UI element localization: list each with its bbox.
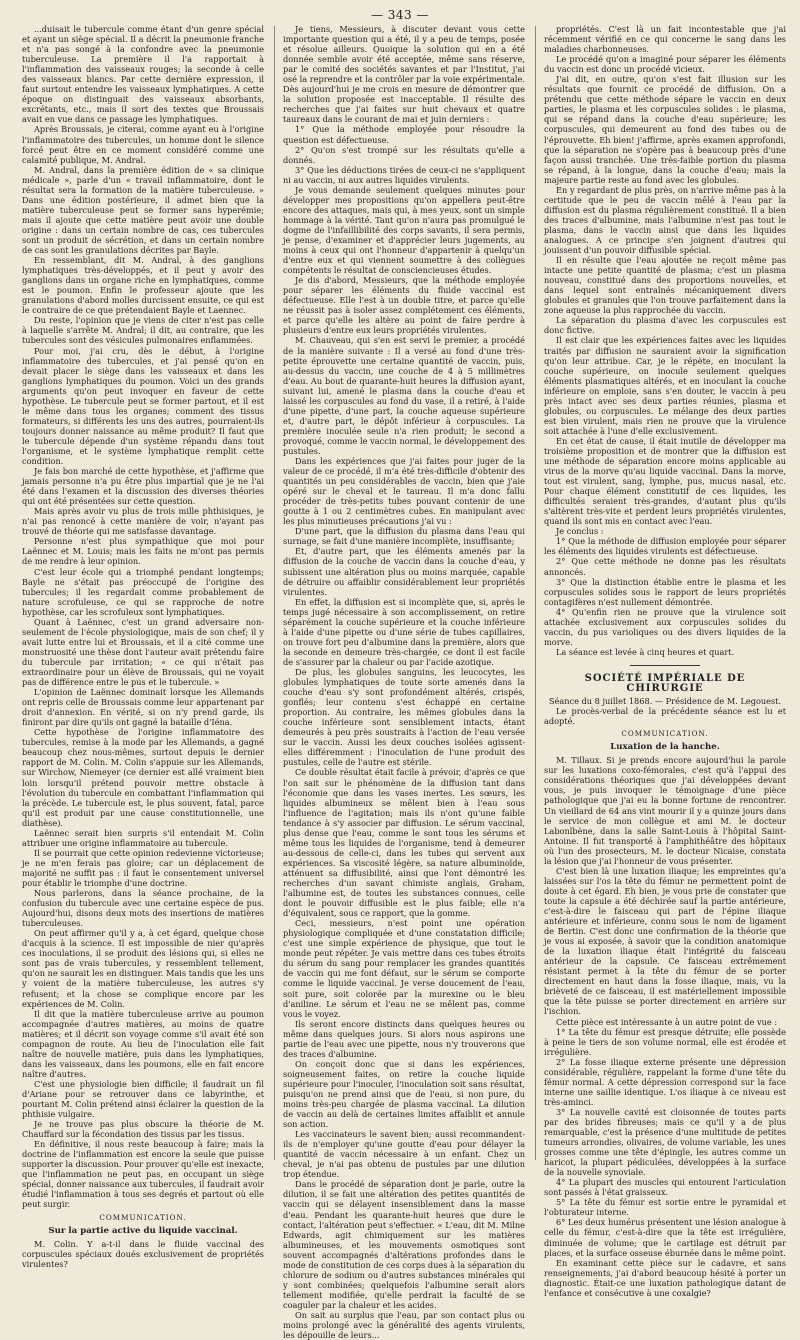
paragraph: Je conclus : — [556, 526, 604, 537]
paragraph: 2° Qu'on s'est trompé sur les résultats qu'elle a donnés. — [283, 144, 525, 165]
page-number: — 343 — — [370, 8, 430, 22]
paragraph: De plus, les globules sanguins, les leucocytes, les globules lymphatiques de toute sorte amenés dans la couche d'eau s'y sont profondément altérés, crispés, gonflés; leur contenu s'est échappé en certaine proportion. Au contraire, les mêmes globules dans la couche inférieure sont sensiblement intacts, étant demeurés à peu près soustraits à l'action de l'eau versée sur le vaccin. Aussi les deux couches isolées agissent-elles différemment : l'inoculation de l'une produit des pustules, celle de l'autre est stérile. — [283, 667, 525, 768]
paragraph: C'est bien là une luxation iliaque; les empreintes qu'a laissées sur l'os la tête du fémur ne permettent point de doute à cet égard. Eh bien, je vous prie de constater que toute la capsule a été déchirée sauf la partie antérieure, c'est-à-dire le faisceau qui part de l'épine iliaque antérieure et inférieure, connu sous le nom de ligament de Bertin. C'est donc une confirmation de la théorie que je vous ai exposée, à savoir que la condition anatomique de la luxation iliaque était l'intégrité du faisceau antérieur de la capsule. Ce faisceau extrêmement résistant permet à la tête du fémur de se porter directement en haut dans la fosse iliaque, mais, vu la brièveté de ce faisceau, il est matériellement impossible que la tête puisse se porter directement en arrière sur l'ischion. — [544, 865, 786, 1017]
paragraph: L'opinion de Laënnec dominait lorsque les Allemands ont repris celle de Broussais comme leur appartenant par droit d'annexion. En vérité, si on n'y prend garde, ils finiront par dire qu'ils ont gagné la bataille d'Iéna. — [22, 687, 264, 728]
paragraph: Mais après avoir vu plus de trois mille phthisiques, je n'ai pas renoncé à cette manière de voir, n'ayant pas trouvé de théorie qui me satisfasse davantage. — [22, 506, 264, 537]
section-separator — [630, 665, 700, 666]
column-3-body-2 — [544, 755, 786, 1298]
paragraph: Il est clair que les expériences faites avec les liquides traités par diffusion ne sauraient avoir la signification qu'on leur attribue. Car, je le répète, en inoculant la couche supérieure, on inocule seulement quelques éléments plasmatiques altérés, et en inoculant la couche inférieure on emploie, sans s'en douter, le vaccin à peu près intact avec ses deux parties réunies, plasma et globules, ou corpuscules. Le mélange des deux parties est bien virulent, mais rien ne prouve que la virulence soit attachée à l'une d'elle exclusivement. — [544, 335, 786, 436]
paragraph: 3° Que les déductions tirées de ceux-ci ne s'appliquent ni au vaccin, ni aux autres liquides virulents. — [283, 164, 525, 185]
paragraph: En cet état de cause, il était inutile de développer ma troisième proposition et de montrer que la diffusion est une méthode de séparation encore moins applicable au virus de la morve qu'au liquide vaccinal. Dans la morve, tout est virulent, sang, lymphe, pus, mucus nasal, etc. Pour chaque élément constitutif de ces liquides, les difficultés seraient très-grandes, d'autant plus qu'ils s'altèrent très-vite et perdent leurs propriétés virulentes, quand ils sont mis en contact avec l'eau. — [544, 435, 786, 527]
paragraph: M. Colin. Y a-t-il dans le fluide vaccinal des corpuscules spéciaux doués exclusivement de propriétés virulentes? — [22, 1238, 264, 1269]
paragraph: Nous parlerons, dans la séance prochaine, de la confusion du tubercule avec une certaine espèce de pus. Aujourd'hui, disons deux mots des insertions de matières tuberculeuses. — [22, 888, 264, 929]
communication-label: COMMUNICATION. — [621, 729, 709, 739]
section-title-hip: Luxation de la hanche. — [610, 742, 720, 753]
paragraph: 1° Que la méthode de diffusion employée pour séparer les éléments des liquides virulents est défectueuse. — [544, 536, 786, 557]
column-2 — [283, 24, 525, 1340]
paragraph: 4° La plupart des muscles qui entourent l'articulation sont passés à l'état graisseux. — [544, 1177, 786, 1198]
paragraph: D'une part, que la diffusion du plasma dans l'eau qui surnage, se fait d'une manière incomplète, insuffisante; — [283, 526, 525, 547]
minutes-line: Le procès-verbal de la précédente séance est lu et adopté. — [544, 706, 786, 727]
paragraph: En y regardant de plus près, on n'arrive même pas à la certitude que le peu de vaccin mêlé à l'eau par la diffusion est du plasma régulièrement constitué. Il a bien des traces d'albumine, mais l'albumine n'est pas tout le plasma, dans le vaccin ainsi que dans les liquides analogues. A ce principe s'en joignent d'autres qui jouissent d'un pouvoir diffusible spécial. — [544, 184, 786, 256]
paragraph: 1° Que la méthode employée pour résoudre la question est défectueuse. — [283, 124, 525, 145]
paragraph: Il en résulte que l'eau ajoutée ne reçoit même pas intacte une petite quantité de plasma; c'est un plasma nouveau, constitué dans des proportions nouvelles, et dans lequel sont entraînés mécaniquement divers globules et granules que l'on trouve parfaitement dans la zone aqueuse la plus rapprochée du vaccin. — [544, 255, 786, 316]
paragraph: 5° La tête du fémur est sortie entre le pyramidal et l'obturateur interne. — [544, 1197, 786, 1218]
paragraph: Personne n'est plus sympathique que moi pour Laënnec et M. Louis; mais les faits ne m'ont pas permis de me rendre à leur opinion. — [22, 536, 264, 567]
paragraph: M. Andral, dans la première édition de « sa clinique médicale », parle d'un « travail inflammatoire, dont le résultat sera la formation de la matière tuberculeuse. » Dans une édition postérieure, il admet bien que la matière tuberculeuse peut se former sans hyperémie; mais il ajoute que cette matière peut avoir une double origine : dans un certain nombre de cas, ces tubercules sont un produit de sécrétion, et dans un certain nombre de cas sont les granulations décrites par Bayle. — [22, 164, 264, 256]
paragraph: ...duisait le tubercule comme étant d'un genre spécial et ayant un siège spécial. Il a décrit la pneumonie franche et n'a pas songé à la confondre avec la pneumonie tuberculeuse. La première il l'a rapportait à l'inflammation des vaisseaux rouges; la seconde à celle des vaisseaux blancs. Par cette dernière expression, il faut surtout entendre les vaisseaux lymphatiques. A cette époque on distinguait des vaisseaux absorbants, excrétants, etc., mais il sort des textes que Broussais avait en vue dans ce passage les lymphatiques. — [22, 24, 264, 125]
paragraph: La séparation du plasma d'avec les corpuscules est donc fictive. — [544, 315, 786, 336]
paragraph: En examinant cette pièce sur le cadavre, et sans renseignements, j'ai d'abord beaucoup hésité à porter un diagnostic. Était-ce une luxation pathologique datant de l'enfance et consécutive à une coxalgie? — [544, 1257, 786, 1298]
communication-label: COMMUNICATION. — [99, 1212, 187, 1222]
paragraph: Il se pourrait que cette opinion redevienne victorieuse; je ne m'en ferais pas gloire; car un déplacement de majorité ne suffit pas : il faut le consentement universel pour établir le triomphe d'une doctrine. — [22, 847, 264, 888]
paragraph: On peut affirmer qu'il y a, à cet égard, quelque chose d'acquis à la science. Il est impossible de nier qu'après ces inoculations, il se produit des lésions qui, si elles ne sont pas de vrais tubercules, y ressemblent tellement, qu'on ne saurait les en distinguer. Mais tandis que les uns y voient de la matière tuberculeuse, les autres s'y refusent; et la chose se complique encore par les expériences de M. Colin. — [22, 928, 264, 1009]
paragraph: Ce double résultat était facile à prévoir, d'après ce que l'on sait sur le phénomène de la diffusion tant dans l'économie que dans les vases inertes. Les sœurs, les liquides albumineux se mêlent bien à l'eau sous l'influence de l'agitation; mais ils n'ont qu'une faible tendance à s'y associer par diffusion. Le sérum vaccinal, plus dense que l'eau, comme le sont tous les sérums et même tous les liquides de l'organisme, tend à demeurer au-dessous de celle-ci, dans les tubes qui servent aux expériences. Sa viscosité légère, sa nature albuminoïde, atténuent sa diffusibilité, ainsi que l'ont démontré les recherches d'un savant chimiste anglais, Graham, l'albumine est, de toutes les substances connues, celle dont le pouvoir diffusible est le plus faible; elle n'a d'équivalent, sous ce rapport, que la gomme. — [283, 767, 525, 919]
column-1-body — [22, 24, 264, 1210]
paragraph: Dans les expériences que j'ai faites pour juger de la valeur de ce procédé, il m'a été très-difficile d'obtenir des quantités un peu considérables de vaccin, bien que j'aie opéré sur le cheval et le taureau. Il m'a donc fallu procéder de très-petits tubes pouvant contenir de une goutte à 1 ou 2 centimètres cubes. En manipulant avec les plus minutieuses précautions j'ai vu : — [283, 456, 525, 527]
column-3 — [544, 24, 786, 1298]
paragraph: Ceci, messieurs, n'est point une opération physiologique compliquée et d'une constatation difficile; c'est une simple expérience de physique, que tout le monde peut répéter. Je vais mettre dans ces tubes étroits du sérum du sang pour remplacer les grandes quantités de vaccin qui me font défaut, sur le sérum se comporte comme le liquide vaccinal. Je verse doucement de l'eau, soit pure, soit colorée par la murexine ou le bleu d'aniline. Le sérum et l'eau ne se mêlent pas, comme vous le voyez. — [283, 918, 525, 1019]
paragraph: Je vous demande seulement quelques minutes pour développer mes propositions qu'on appellera peut-être encore des attaques, mais qui, à mes yeux, sont un simple hommage à la vérité. Tant qu'on n'aura pas promulgué le dogme de l'infaillibilité des corps savants, il sera permis, je pense, d'examiner et d'apprécier leurs jugements, au moins à ceux qui ont l'honneur d'appartenir à quelqu'un d'entre eux et qui viennent soumettre à des collègues compétents le résultat de consciencieuses études. — [283, 184, 525, 276]
paragraph: Cette pièce est intéressante à un autre point de vue : — [556, 1016, 778, 1027]
paragraph: C'est leur école qui a triomphé pendant longtemps; Bayle ne s'était pas préoccupé de l'origine des tubercules; il les regardait comme probablement de nature scrofuleuse, ce qui se rapproche de notre hypothèse, car les scrofuleux sont lymphatiques. — [22, 566, 264, 617]
paragraph: En effet, la diffusion est si incomplète que, si, après le temps jugé nécessaire à son accomplissement, on retire séparément la couche supérieure et la couche inférieure à l'aide d'une pipette ou d'une série de tubes capillaires, on trouve fort peu d'albumine dans la première, alors que la seconde en demeure très-chargée, ce dont il est facile de s'assurer par la chaleur ou par l'acide azotique. — [283, 596, 525, 667]
paragraph: 2° Que cette méthode ne donne pas les résultats annoncés. — [544, 556, 786, 577]
paragraph: Laënnec serait bien surpris s'il entendait M. Colin attribuer une origine inflammatoire au tubercule. — [22, 827, 264, 848]
paragraph: 2° La fosse iliaque externe présente une dépression considérable, régulière, rappelant la forme d'une tête du fémur normal. A cette dépression correspond sur la face interne une saillie identique. L'os iliaque à ce niveau est très-aminci. — [544, 1056, 786, 1107]
paragraph: Ils seront encore distincts dans quelques heures ou même dans quelques jours. Si alors nous aspirons une partie de l'eau avec une pipette, nous n'y trouverons que des traces d'albumine. — [283, 1018, 525, 1059]
paragraph: 1° La tête du fémur est presque détruite; elle possède à peine le tiers de son volume normal, elle est érodée et irrégulière. — [544, 1026, 786, 1057]
paragraph: Le procédé qu'on a imaginé pour séparer les éléments du vaccin est donc un procédé vicieux. — [544, 54, 786, 75]
paragraph: Il dit que la matière tuberculeuse arrive au poumon accompagnée d'autres matières, au moins de quatre matières; et il décrit son voyage comme s'il avait été son compagnon de route. Au lieu de l'inoculation elle fait naître de nouvelle matière, puis dans les lymphatiques, dans les vaisseaux, dans les poumons, elle en fait encore naître d'autres. — [22, 1008, 264, 1079]
column-1 — [22, 24, 264, 1269]
section-title-vaccine: Sur la partie active du liquide vaccinal. — [48, 1225, 238, 1236]
paragraph: 3° Que la distinction établie entre le plasma et les corpuscules solides sous le rapport de leurs propriétés contagifères n'est nullement démontrée. — [544, 576, 786, 607]
column-rule — [535, 26, 536, 1160]
paragraph: J'ai dit, en outre, qu'on s'est fait illusion sur les résultats que fournit ce procédé de diffusion. On a prétendu que cette méthode sépare le vaccin en deux parties, le plasma et les corpuscules solides : le plasma, qui se répand dans la couche d'eau supérieure; les corpuscules, qui demeurent au fond des tubes ou de l'éprouvette. Eh bien! j'affirme, après examen approfondi, que la séparation ne s'opère pas à beaucoup près d'une façon aussi tranchée. Une très-faible portion du plasma se répand, à la longue, dans la couche d'eau; mais la majeure partie reste au fond avec les globules. — [544, 74, 786, 185]
paragraph: 6° Les deux humérus présentent une lésion analogue à celle du fémur, c'est-à-dire que la tête est irrégulière, diminuée de volume; que le cartilage est détruit par places, et la surface osseuse éburnée dans le même point. — [544, 1217, 786, 1258]
session-line: Séance du 8 juillet 1868. — Présidence de M. Legouest. — [548, 696, 782, 707]
column-2-body — [283, 24, 525, 1340]
paragraph: C'est une physiologie bien difficile; il faudrait un fil d'Ariane pour se retrouver dans ce labyrinthe, et pourtant M. Colin prétend ainsi éclairer la question de la phthisie vulgaire. — [22, 1078, 264, 1120]
society-title: SOCIÉTÉ IMPÉRIALE DE CHIRURGIE — [584, 672, 746, 694]
paragraph: Les vaccinateurs le savent bien; aussi recommandent-ils de n'employer qu'une goutte d'eau pour délayer la quantité de vaccin nécessaire à un enfant. Chez un cheval, je n'ai pas obtenu de pustules par une dilution trop étendue. — [283, 1129, 525, 1180]
paragraph: La séance est levée à cinq heures et quart. — [556, 646, 735, 657]
paragraph: Pour moi, j'ai cru, dès le début, à l'origine inflammatoire des tubercules, et j'ai pensé qu'on en devait placer le siège dans les vaisseaux et dans les ganglions lymphatiques du poumon. Voici un des grands arguments qu'on peut invoquer en faveur de cette hypothèse. Le tubercule peut se former partout, et il est le même dans tous les organes; comment des tissus formateurs, si différents les uns des autres, pourraient-ils toujours donner naissance au même produit? Il faut que le tubercule dépende d'un système répandu dans tout l'organisme, et le système lymphatique remplit cette condition. — [22, 345, 264, 467]
paragraph: En ressemblant, dit M. Andral, à des ganglions lymphatiques très-développés, et il peut y avoir des ganglions dans un organe riche en lymphatiques, comme est le poumon. Enfin le professeur ajoute que les granulations d'abord molles durcissent ensuite, ce qui est le contraire de ce que prétendaient Bayle et Laennec. — [22, 255, 264, 316]
paragraph: Après Broussais, je citerai, comme ayant eu à l'origine l'inflammatoire des tubercules, un homme dont le silence forcé peut être en ce moment considéré comme une calamité publique, M. Andral. — [22, 124, 264, 165]
paragraph: Dans le procédé de séparation dont je parle, outre la dilution, il se fait une altération des petites quantités de vaccin qui se délayent insensiblement dans la masse d'eau. Pendant les quarante-huit heures que dure le contact, l'altération peut s'effectuer. « L'eau, dit M. Milne Edwards, agit chimiquement sur les matières albumineuses, et les mouvements osmotiques sont souvent accompagnés d'altérations profondes dans le mode de constitution de ces corps dues à la séparation du chlorure de sodium ou d'autres substances minérales qui y sont combinées; quelquefois l'albumine serait alors tellement modifiée, qu'elle perdrait la faculté de se coaguler par la chaleur et les acides. — [283, 1179, 525, 1310]
paragraph: 3° La nouvelle cavité est cloisonnée de toutes parts par des brides fibreuses; mais ce qu'il y a de plus remarquable, c'est la présence d'une multitude de petites tumeurs arrondies, olivaires, de volume variable, les unes grosses comme une tête d'épingle, les autres comme un haricot, la plupart pédiculées, développées à la surface de la nouvelle synoviale. — [544, 1106, 786, 1178]
paragraph: Du reste, l'opinion que je viens de citer n'est pas celle à laquelle s'arrête M. Andral; il dit, au contraire, que les tubercules sont des vésicules pulmonaires enflammées. — [22, 315, 264, 346]
paragraph: On conçoit donc que si dans les expériences, soigneusement faites, on retire la couche liquide supérieure pour l'inoculer, l'inoculation soit sans résultat, puisqu'on ne prend ainsi que de l'eau, si non pure, du moins très-peu chargée de plasma vaccinal. La dilution de vaccin au delà de certaines limites affaiblit et annule son action. — [283, 1058, 525, 1130]
paragraph: M. Chauveau, qui s'en est servi le premier, a procédé de la manière suivante : Il a versé au fond d'une très-petite éprouvette une certaine quantité de vaccin, puis, au-dessus du vaccin, une couche de 4 à 5 millimètres d'eau. Au bout de quarante-huit heures la diffusion ayant, suivant lui, amené le plasma dans la couche d'eau et laissé les corpuscules au fond du vase, il a retiré, à l'aide d'une pipette, d'une part, la couche aqueuse supérieure et, d'autre part, le dépôt inférieur à corpuscules. La première inoculée seule n'a rien produit; le second a provoqué, comme le vaccin normal, le développement des pustules. — [283, 335, 525, 456]
paragraph: En définitive, il nous reste beaucoup à faire; mais la doctrine de l'inflammation est encore la seule que puisse supporter la discussion. Pour prouver qu'elle est inexacte, que l'inflammation ne peut pas, en occupant un siège spécial, donner naissance aux tubercules, il faudrait avoir étudié l'inflammation à tous ses degrés et partout où elle peut surgir. — [22, 1139, 264, 1210]
paragraph: 4° Qu'enfin rien ne prouve que la virulence soit attachée exclusivement aux corpuscules solides du vaccin, du pus varioliques ou des divers liquides de la morve. — [544, 606, 786, 647]
column-3-body — [544, 24, 786, 657]
paragraph: Cette hypothèse de l'origine inflammatoire des tubercules, remise à la mode par les Allemands, a gagné beaucoup chez nous-mêmes, surtout depuis le dernier rapport de M. Colin. M. Colin s'appuie sur les Allemands, sur Wirchow, Niemeyer (ce dernier est allé vraiment bien loin lorsqu'il prétend pouvoir mettre obstacle à l'évolution du tubercule en combattant l'inflammation qui la précède. Le tubercule est, le plus souvent, fatal, parce qu'il est produit par une cause constitutionnelle, une diathèse). — [22, 727, 264, 828]
paragraph: Je tiens, Messieurs, à discuter devant vous cette importante question qui a été, il y a peu de temps, posée et résolue ailleurs. Quoique la solution qui en a été donnée semble avoir été acceptée, même sans réserve, par le comité des sociétés savantes et par l'Institut, j'ai osé la reprendre et la contrôler par la voie expérimentale. Dès aujourd'hui je me crois en mesure de démontrer que la solution proposée est inacceptable. Il résulte des recherches que j'ai faites sur huit chevaux et quatre taureaux dans le courant de mai et juin derniers : — [283, 24, 525, 125]
paragraph: propriétés. C'est là un fait incontestable que j'ai récemment vérifié en ce qui concerne le sang dans les maladies charbonneuses. — [544, 24, 786, 55]
paragraph: Quant à Laënnec, c'est un grand adversaire non-seulement de l'école physiologique, mais de son chef; il y avait lutte entre lui et Broussais, et il a cité comme une monstruosité une thèse dont l'auteur avait prétendu faire du tubercule par irritation; « ce qui n'était pas extraordinaire pour un élève de Broussais, qui ne voyait pas de différence entre le pus et le tubercule. » — [22, 616, 264, 688]
paragraph: Je fais bon marché de cette hypothèse, et j'affirme que jamais personne n'a pu être plus impartial que je ne l'ai été dans l'examen et la discussion des diverses théories qui ont été présentées sur cette question. — [22, 466, 264, 507]
paragraph: Je dis d'abord, Messieurs, que la méthode employée pour séparer les éléments du fluide vaccinal est défectueuse. Elle l'est à un double titre, et parce qu'elle ne réussit pas à isoler assez complétement ces éléments, et parce qu'elle les altère au point de faire perdre à plusieurs d'entre eux leurs propriétés virulentes. — [283, 275, 525, 336]
column-rule — [274, 26, 275, 1160]
paragraph: Je ne trouve pas plus obscure la théorie de M. Chauffard sur la fécondation des tissus par les tissus. — [22, 1119, 264, 1140]
paragraph: M. Tillaux. Si je prends encore aujourd'hui la parole sur les luxations coxo-fémorales, c'est qu'à l'appui des considérations théoriques que j'ai développées devant vous, je puis invoquer le témoignage d'une pièce pathologique que j'ai eu la bonne fortune de rencontrer. Un vieillard de 64 ans vint mourir il y a quinze jours dans le service de mon collègue et ami M. le docteur Labonlbène, dans la salle Saint-Louis à l'hôpital Saint-Antoine. Il fut transporté à l'amphithéâtre des hôpitaux où l'un des prosecteurs, M. le docteur Nicaise, constata la lésion que j'ai l'honneur de vous présenter. — [544, 755, 786, 866]
paragraph: Et, d'autre part, que les éléments amenés par la diffusion de la couche de vaccin dans la couche d'eau, y subissent une altération plus ou moins marquée, capable de détruire ou affaiblir considérablement leur propriétés virulentes. — [283, 546, 525, 597]
paragraph: On sait au surplus que l'eau, par son contact plus ou moins prolongé avec la généralité des agents virulents, les dépouille de leurs... — [283, 1310, 525, 1340]
